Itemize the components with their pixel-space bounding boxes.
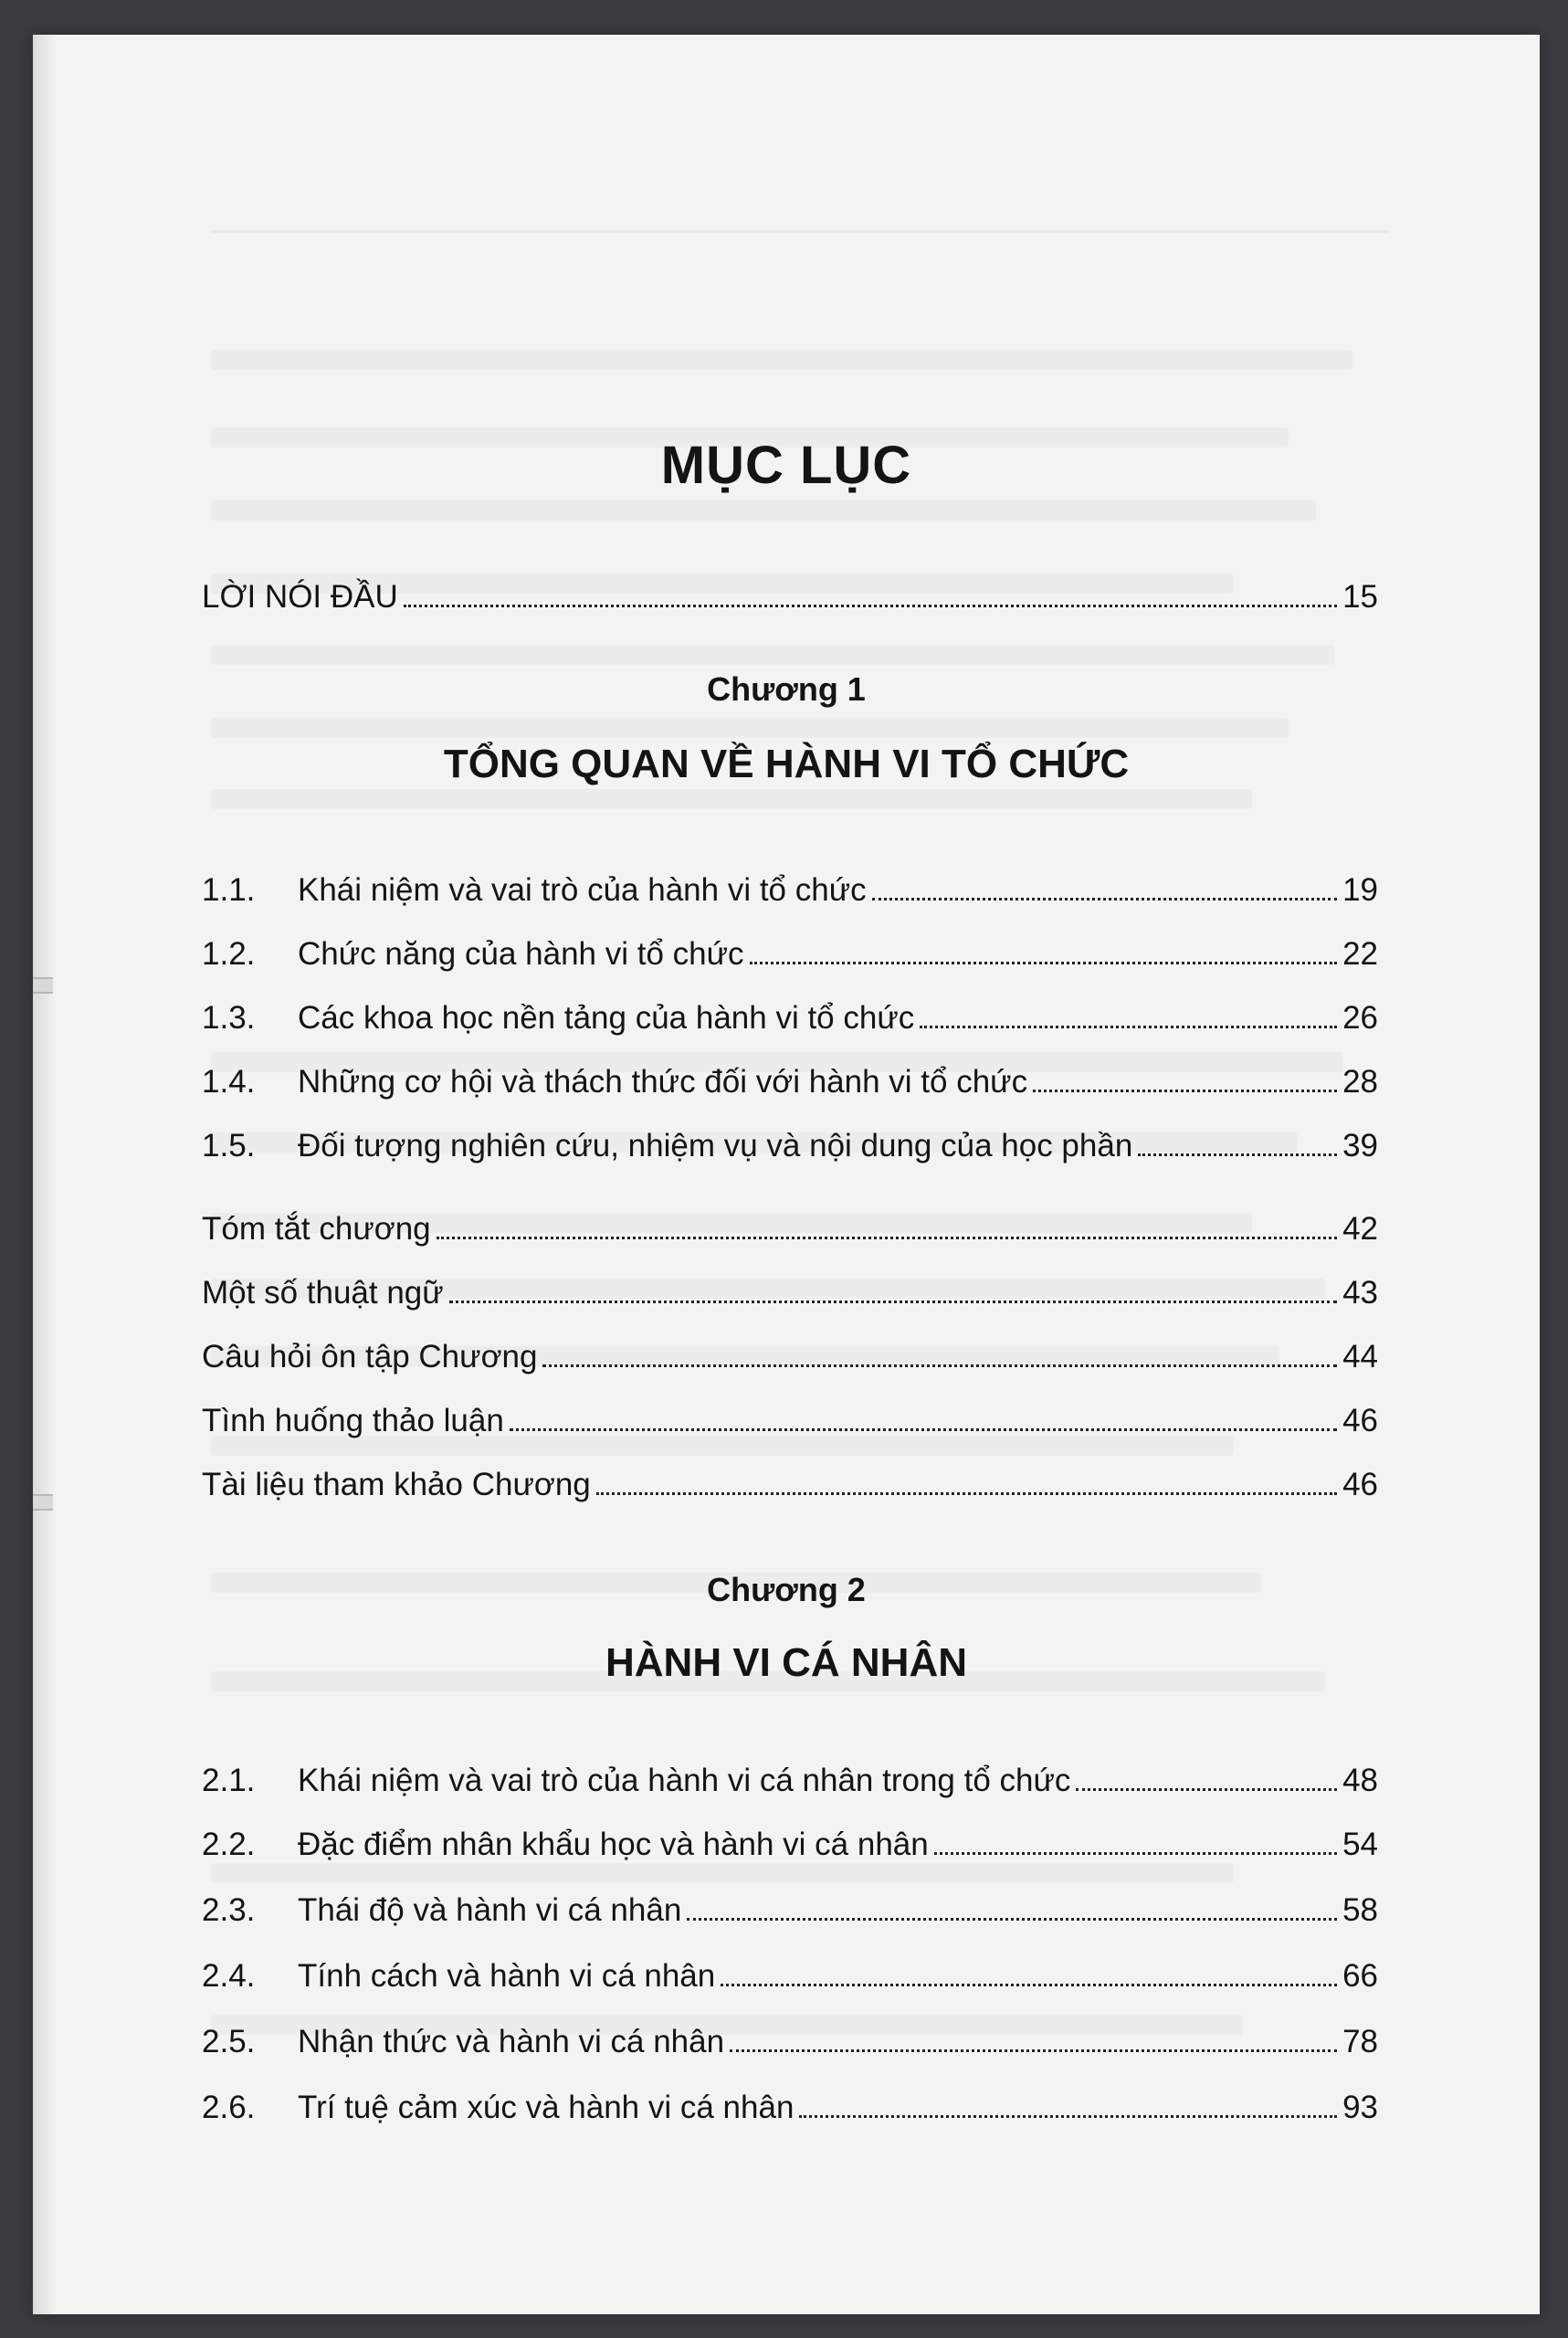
dot-leader (799, 2115, 1337, 2118)
toc-entry (202, 1328, 1378, 1375)
dot-leader (1076, 1788, 1337, 1791)
toc-entry (202, 1456, 1378, 1503)
toc-entry (202, 1752, 1378, 1799)
section-number: 2.3. (202, 1892, 256, 1928)
entry-page-number: 93 (1342, 2090, 1378, 2125)
dot-leader (510, 1428, 1337, 1431)
toc-entry (202, 2013, 1378, 2060)
dot-leader (687, 1918, 1337, 1921)
entry-title: Trí tuệ cảm xúc và hành vi cá nhân (298, 2090, 795, 2125)
section-number: 1.2. (202, 936, 256, 972)
toc-entry (202, 925, 1378, 973)
entry-title: Các khoa học nền tảng của hành vi tổ chức (298, 1000, 915, 1036)
chapter-title: TỔNG QUAN VỀ HÀNH VI TỔ CHỨC (443, 742, 1130, 786)
entry-page-number: 28 (1342, 1064, 1378, 1100)
entry-page-number: 44 (1342, 1339, 1378, 1374)
entry-title: Tài liệu tham khảo Chương (202, 1467, 591, 1502)
dot-leader (934, 1852, 1337, 1855)
section-number: 2.1. (202, 1763, 256, 1798)
toc-entry (202, 989, 1378, 1037)
entry-title: Những cơ hội và thách thức đối với hành vi tổ chức (298, 1064, 1028, 1100)
section-number: 1.1. (202, 872, 256, 908)
dot-leader (730, 2049, 1337, 2052)
dot-leader (404, 605, 1337, 607)
section-number: 2.5. (202, 2024, 256, 2059)
table-of-contents (33, 35, 1540, 2314)
toc-entry (202, 861, 1378, 909)
entry-page-number: 42 (1342, 1211, 1378, 1247)
dot-leader (596, 1492, 1337, 1495)
entry-title: LỜI NÓI ĐẦU (202, 579, 398, 615)
entry-page-number: 22 (1342, 936, 1378, 972)
chapter-title: HÀNH VI CÁ NHÂN (605, 1640, 967, 1685)
entry-title: Tóm tắt chương (202, 1211, 431, 1247)
entry-title: Tính cách và hành vi cá nhân (298, 1958, 716, 1994)
entry-page-number: 54 (1342, 1827, 1378, 1862)
book-page (33, 35, 1540, 2314)
chapter-label: Chương 2 (707, 1571, 866, 1608)
dot-leader (1138, 1153, 1337, 1156)
entry-page-number: 58 (1342, 1892, 1378, 1928)
entry-page-number: 26 (1342, 1000, 1378, 1036)
toc-entry (202, 1117, 1378, 1164)
entry-page-number: 78 (1342, 2024, 1378, 2059)
entry-title: Đặc điểm nhân khẩu học và hành vi cá nhân (298, 1827, 929, 1862)
entry-title: Chức năng của hành vi tổ chức (298, 936, 744, 972)
dot-leader (750, 962, 1338, 964)
entry-page-number: 46 (1342, 1403, 1378, 1438)
entry-page-number: 43 (1342, 1275, 1378, 1311)
dot-leader (449, 1301, 1337, 1303)
section-number: 2.6. (202, 2090, 256, 2125)
chapter-label: Chương 1 (707, 670, 866, 708)
toc-entry (202, 1881, 1378, 1929)
toc-entry (202, 1947, 1378, 1995)
dot-leader (872, 898, 1337, 900)
toc-entry (202, 1264, 1378, 1311)
toc-entry (202, 1816, 1378, 1863)
dot-leader (542, 1364, 1337, 1367)
dot-leader (721, 1984, 1337, 1986)
entry-title: Tình huống thảo luận (202, 1403, 504, 1438)
section-number: 2.4. (202, 1958, 256, 1994)
dot-leader (437, 1237, 1337, 1239)
dot-leader (920, 1026, 1337, 1028)
page-title: MỤC LỤC (660, 436, 912, 495)
entry-title: Một số thuật ngữ (202, 1275, 444, 1311)
toc-entry (202, 1392, 1378, 1439)
section-number: 1.3. (202, 1000, 256, 1036)
entry-page-number: 39 (1342, 1128, 1378, 1164)
entry-title: Khái niệm và vai trò của hành vi cá nhân trong tổ chức (298, 1763, 1071, 1798)
entry-title: Đối tượng nghiên cứu, nhiệm vụ và nội dung của học phần (298, 1128, 1133, 1164)
entry-page-number: 66 (1342, 1958, 1378, 1994)
toc-entry-preface (202, 568, 1378, 616)
toc-entry (202, 1200, 1378, 1248)
toc-entry (202, 2079, 1378, 2126)
entry-title: Câu hỏi ôn tập Chương (202, 1339, 538, 1374)
entry-page-number: 48 (1342, 1763, 1378, 1798)
entry-title: Thái độ và hành vi cá nhân (298, 1892, 682, 1928)
section-number: 1.5. (202, 1128, 256, 1164)
dot-leader (1033, 1090, 1337, 1092)
entry-page-number: 46 (1342, 1467, 1378, 1502)
entry-title: Nhận thức và hành vi cá nhân (298, 2024, 725, 2059)
entry-page-number: 15 (1342, 579, 1378, 615)
entry-title: Khái niệm và vai trò của hành vi tổ chức (298, 872, 867, 908)
section-number: 2.2. (202, 1827, 256, 1862)
toc-entry (202, 1053, 1378, 1101)
entry-page-number: 19 (1342, 872, 1378, 908)
section-number: 1.4. (202, 1064, 256, 1100)
